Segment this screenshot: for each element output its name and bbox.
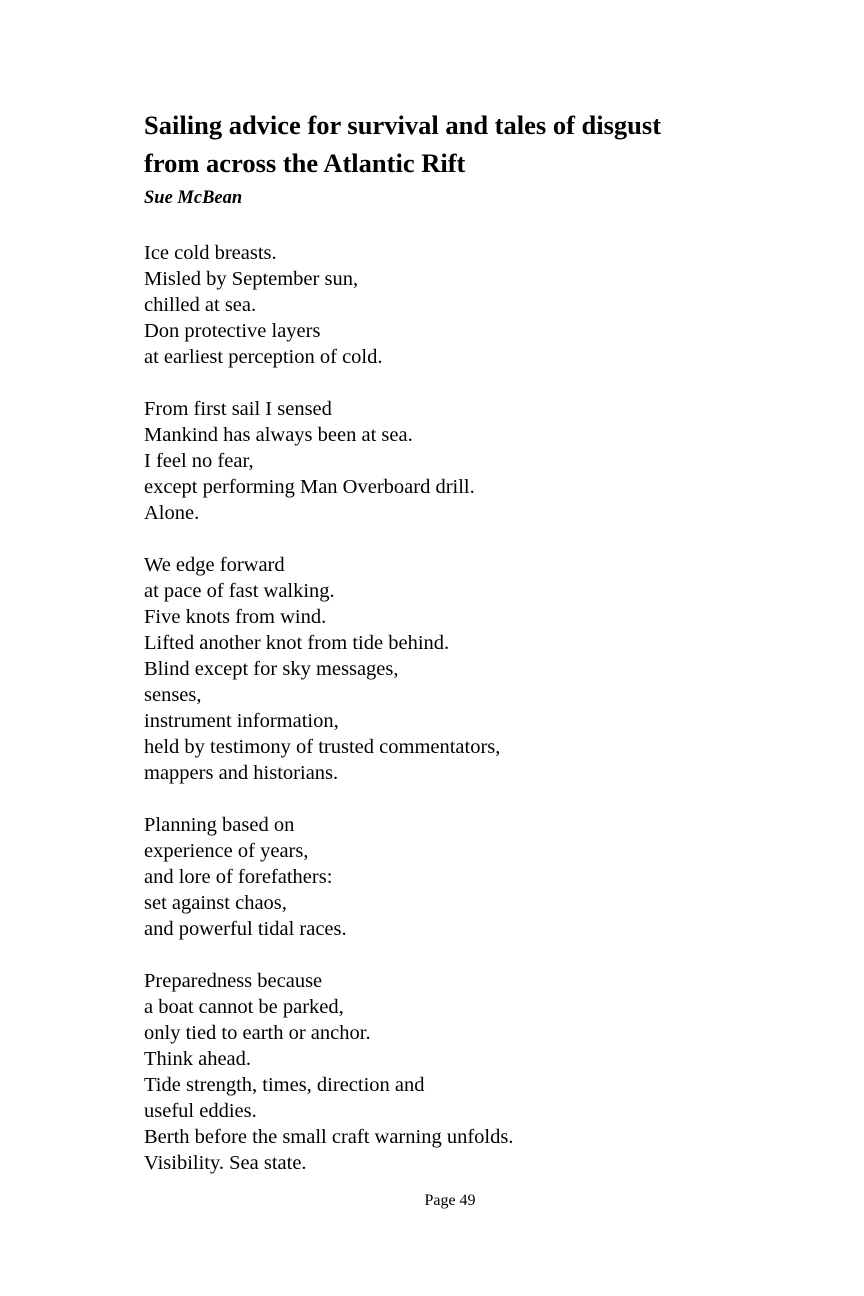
verse-line: Preparedness because — [144, 970, 323, 992]
verse-line: We edge forward — [144, 554, 285, 576]
verse-line: Tide strength, times, direction and — [144, 1074, 425, 1096]
verse-line: at earliest perception of cold. — [144, 346, 383, 368]
verse-line: Planning based on — [144, 814, 295, 836]
verse-line: Ice cold breasts. — [144, 242, 277, 264]
stanza-5 — [144, 968, 744, 1176]
verse-line: chilled at sea. — [144, 294, 257, 316]
verse-line: held by testimony of trusted commentators, — [144, 736, 501, 758]
verse-line: Five knots from wind. — [144, 606, 327, 628]
verse-line: useful eddies. — [144, 1100, 257, 1122]
verse-line: Berth before the small craft warning unfolds. — [144, 1126, 514, 1148]
poem-title — [144, 106, 764, 182]
verse-line: mappers and historians. — [144, 762, 339, 784]
verse-line: and powerful tidal races. — [144, 918, 347, 940]
verse-line: Don protective layers — [144, 320, 321, 342]
poem-title-line-2: from across the Atlantic Rift — [144, 148, 466, 178]
verse-line: Think ahead. — [144, 1048, 252, 1070]
stanza-3 — [144, 552, 744, 786]
verse-line: Blind except for sky messages, — [144, 658, 399, 680]
stanza-1 — [144, 240, 744, 370]
poem-body — [144, 240, 744, 1202]
verse-line: Alone. — [144, 502, 200, 524]
poem-title-line-1: Sailing advice for survival and tales of disgust — [144, 110, 662, 140]
stanza-4 — [144, 812, 744, 942]
verse-line: and lore of forefathers: — [144, 866, 333, 888]
page-number: Page 49 — [424, 1192, 476, 1209]
verse-line: except performing Man Overboard drill. — [144, 476, 475, 498]
verse-line: Visibility. Sea state. — [144, 1152, 307, 1174]
verse-line: instrument information, — [144, 710, 339, 732]
verse-line: senses, — [144, 684, 202, 706]
verse-line: only tied to earth or anchor. — [144, 1022, 371, 1044]
verse-line: I feel no fear, — [144, 450, 254, 472]
verse-line: experience of years, — [144, 840, 309, 862]
verse-line: Lifted another knot from tide behind. — [144, 632, 450, 654]
verse-line: at pace of fast walking. — [144, 580, 335, 602]
verse-line: a boat cannot be parked, — [144, 996, 344, 1018]
verse-line: Mankind has always been at sea. — [144, 424, 413, 446]
poem-author: Sue McBean — [144, 188, 243, 208]
verse-line: set against chaos, — [144, 892, 287, 914]
verse-line: Misled by September sun, — [144, 268, 359, 290]
stanza-2 — [144, 396, 744, 526]
verse-line: From first sail I sensed — [144, 398, 332, 420]
